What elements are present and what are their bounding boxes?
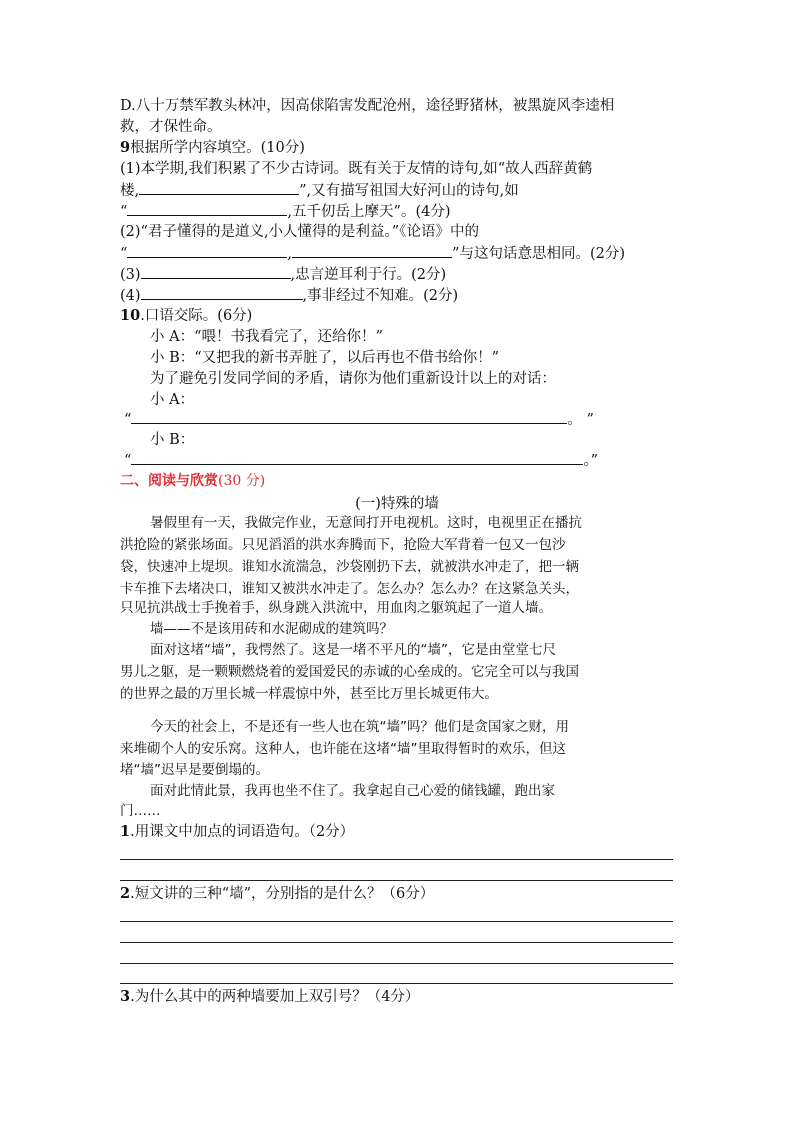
q10-number: 10 xyxy=(120,307,141,324)
q10-answer-a xyxy=(124,409,594,430)
q10-answer-a-open: “ xyxy=(124,412,132,428)
q9-part1-line3 xyxy=(120,201,450,222)
passage-line: 暑假里有一天，我做完作业，无意间打开电视机。这时，电视里正在播抗 xyxy=(150,515,582,531)
q10-instruction: 为了避免引发同学间的矛盾，请你为他们重新设计以上的对话： xyxy=(150,371,556,387)
question-1-number: 1 xyxy=(120,823,131,840)
q9-part1-mid: ”,又有描写祖国大好河山的诗句,如 xyxy=(299,183,519,199)
passage-line: 墙——不是该用砖和水泥砌成的建筑吗？ xyxy=(150,621,393,637)
q8-option-d-line2: 救，才保性命。 xyxy=(120,119,222,135)
q9-part4-text: ,事非经过不知难。(2分) xyxy=(302,288,459,304)
q9-part2-blank2[interactable] xyxy=(292,243,452,258)
q9-part3-blank[interactable] xyxy=(141,264,291,279)
passage-line: 的世界之最的万里长城一样震惊中外，甚至比万里长城更伟大。 xyxy=(120,686,498,702)
q10-answer-b-close: 。” xyxy=(583,453,599,469)
q9-part4-label: (4) xyxy=(120,288,141,304)
q10-heading xyxy=(120,306,252,326)
passage-line: 今天的社会上，不是还有一些人也在筑“墙”吗？他们是贪国家之财，用 xyxy=(150,719,569,735)
q9-part2-quote: “ xyxy=(120,246,128,262)
question-1 xyxy=(120,822,354,842)
q9-part3 xyxy=(120,264,446,285)
q9-part2-blank1[interactable] xyxy=(127,243,287,258)
q10-answer-b-blank[interactable] xyxy=(131,450,583,465)
question-2-text: .短文讲的三种“墙”，分别指的是什么？（6分） xyxy=(130,886,435,902)
passage-line: 门…… xyxy=(120,803,161,819)
passage-title: (一)特殊的墙 xyxy=(355,496,439,512)
passage-line: 卡车推下去堵决口，谁知又被洪水冲走了。怎么办？怎么办？在这紧急关头， xyxy=(120,581,579,597)
q9-number: 9 xyxy=(120,139,131,156)
question-3 xyxy=(120,987,419,1007)
q9-part4 xyxy=(120,285,458,306)
answer-line[interactable] xyxy=(120,859,673,860)
passage-line: 面对此情此景，我再也坐不住了。我拿起自己心爱的储钱罐，跑出家 xyxy=(150,783,555,799)
question-2-number: 2 xyxy=(120,885,131,902)
q10-answer-b xyxy=(124,450,598,471)
section2-prefix: 二、阅读与欣赏 xyxy=(120,473,218,489)
q9-heading xyxy=(120,138,305,158)
q9-part2-line2 xyxy=(120,243,625,264)
q9-part1-blank2[interactable] xyxy=(127,201,287,216)
q9-part2-suffix: ”与这句话意思相同。(2分) xyxy=(452,246,625,262)
passage-line: 洪抢险的紧张场面。只见滔滔的洪水奔腾而下，抢险大军背着一包又一包沙 xyxy=(120,537,566,553)
passage-line: 面对这堵“墙”，我愕然了。这是一堵不平凡的“墙”，它是由堂堂七尺 xyxy=(150,642,556,658)
question-3-number: 3 xyxy=(120,988,131,1005)
answer-line[interactable] xyxy=(120,963,673,964)
q10-answer-a-blank[interactable] xyxy=(131,409,567,424)
q10-title: .口语交际。(6分) xyxy=(140,308,253,324)
q8-option-d-line1: D.八十万禁军教头林冲，因高俅陷害发配沧州，途径野猪林，被黑旋风李逵相 xyxy=(120,98,615,114)
q9-title: 根据所学内容填空。(10分) xyxy=(130,140,305,156)
q9-part3-text: ,忠言逆耳利于行。(2分) xyxy=(290,267,447,283)
passage-line: 堵“墙”迟早是要倒塌的。 xyxy=(120,762,269,778)
passage-line: 男儿之躯，是一颗颗燃烧着的爱国爱民的赤诚的心垒成的。它完全可以与我国 xyxy=(120,664,579,680)
q9-part1-suffix: ,五千仞岳上摩天”。(4分) xyxy=(287,204,451,220)
q10-answer-b-open: “ xyxy=(124,453,132,469)
q9-part3-label: (3) xyxy=(120,267,141,283)
passage-line: 只见抗洪战士手挽着手，纵身跳入洪流中，用血肉之躯筑起了一道人墙。 xyxy=(120,600,552,616)
section2-score: (30 分) xyxy=(218,473,266,489)
question-2 xyxy=(120,884,434,904)
q9-part1-prefix: 楼, xyxy=(120,183,140,199)
q9-part1-line2 xyxy=(120,180,519,201)
question-1-text: .用课文中加点的词语造句。（2分） xyxy=(130,824,355,840)
answer-line[interactable] xyxy=(120,921,673,922)
passage-line: 来堆砌个人的安乐窝。这种人，也许能在这堵“墙”里取得暂时的欢乐，但这 xyxy=(120,741,566,757)
q10-dialog-b: 小 B：“又把我的新书弄脏了，以后再也不借书给你！” xyxy=(150,350,500,366)
q9-part2-comma: , xyxy=(287,246,293,262)
answer-line[interactable] xyxy=(120,942,673,943)
answer-line[interactable] xyxy=(120,983,673,984)
question-3-text: .为什么其中的两种墙要加上双引号？（4分） xyxy=(130,989,420,1005)
q10-dialog-a: 小 A：“喂！书我看完了，还给你！” xyxy=(150,329,383,345)
q10-answer-a-close: 。 ” xyxy=(567,412,594,428)
section2-heading xyxy=(120,471,265,491)
q9-part1-line1: (1)本学期,我们积累了不少古诗词。既有关于友情的诗句,如“故人西辞黄鹤 xyxy=(120,161,593,177)
q10-label-b: 小 B： xyxy=(150,432,195,448)
answer-line[interactable] xyxy=(120,880,673,881)
q10-label-a: 小 A： xyxy=(150,392,195,408)
q9-part4-blank[interactable] xyxy=(141,285,303,300)
passage-line: 袋，快速冲上堤坝。谁知水流湍急，沙袋刚扔下去，就被洪水冲走了，把一辆 xyxy=(120,559,579,575)
q9-part2-line1: (2)“君子懂得的是道义,小人懂得的是利益。”《论语》中的 xyxy=(120,224,479,240)
q9-part1-quote: “ xyxy=(120,204,128,220)
q9-part1-blank1[interactable] xyxy=(139,180,299,195)
